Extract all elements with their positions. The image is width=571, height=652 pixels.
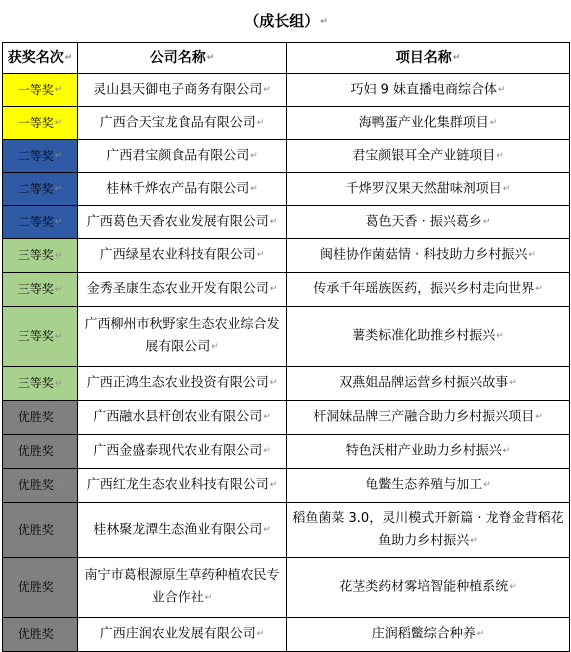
paragraph-mark-icon: ↵ xyxy=(250,150,258,161)
cell-text: 灵山县天御电子商务有限公司 xyxy=(93,82,263,98)
company-cell xyxy=(78,469,287,503)
company-cell xyxy=(78,239,287,273)
cell-text: 优胜奖 xyxy=(17,580,54,595)
rank-cell xyxy=(3,401,78,435)
project-cell xyxy=(287,173,570,206)
paragraph-mark-icon: ↵ xyxy=(54,582,63,593)
paragraph-mark-icon: ↵ xyxy=(54,217,63,228)
company-cell xyxy=(78,435,287,469)
company-cell xyxy=(78,367,287,401)
cell-text: 海鸭蛋产业化集群项目 xyxy=(358,115,489,131)
paragraph-mark-icon: ↵ xyxy=(528,250,536,261)
cell-text: 闽桂协作菌菇情 · 科技助力乡村振兴 xyxy=(320,247,528,263)
cell-text: 广西绿星农业科技有限公司 xyxy=(99,247,256,263)
cell-text: 龟鳖生态养殖与加工 xyxy=(365,477,483,493)
cell-text: 庄润稻鳖综合种养 xyxy=(371,626,476,642)
paragraph-mark-icon: ↵ xyxy=(54,151,63,162)
project-cell xyxy=(287,435,570,469)
cell-text: 花茎类药材雾培智能种植系统 xyxy=(339,579,509,595)
paragraph-mark-icon: ↵ xyxy=(206,53,215,63)
cell-text: 优胜奖 xyxy=(17,627,54,642)
cell-text: 优胜奖 xyxy=(17,522,54,537)
paragraph-mark-icon: ↵ xyxy=(470,535,478,546)
cell-text: 特色沃柑产业助力乡村振兴 xyxy=(345,443,502,459)
cell-text: 桂林聚龙潭生态渔业有限公司 xyxy=(93,522,263,538)
paragraph-mark-icon: ↵ xyxy=(498,84,506,95)
paragraph-mark-icon: ↵ xyxy=(535,284,543,295)
paragraph-mark-icon: ↵ xyxy=(269,284,278,295)
cell-text: 广西融水县杆创农业有限公司 xyxy=(93,409,263,425)
table-row xyxy=(3,273,570,307)
paragraph-mark-icon: ↵ xyxy=(250,183,258,194)
rank-cell xyxy=(3,558,78,618)
header-project xyxy=(287,43,570,74)
paragraph-mark-icon: ↵ xyxy=(509,378,517,389)
paragraph-mark-icon: ↵ xyxy=(204,593,213,604)
paragraph-mark-icon: ↵ xyxy=(54,284,63,295)
paragraph-mark-icon: ↵ xyxy=(269,216,278,227)
project-cell xyxy=(287,140,570,173)
paragraph-mark-icon: ↵ xyxy=(54,331,63,342)
table-title xyxy=(3,1,570,43)
rank-cell xyxy=(3,239,78,273)
project-cell xyxy=(287,74,570,107)
table-row xyxy=(3,401,570,435)
cell-text: 广西红龙生态农业科技有限公司 xyxy=(86,477,269,493)
company-cell xyxy=(78,74,287,107)
cell-text: 广西庄润农业发展有限公司 xyxy=(99,626,256,642)
cell-text: 三等奖 xyxy=(17,248,54,263)
company-cell xyxy=(78,206,287,239)
cell-text: 广西正鸿生态农业投资有限公司 xyxy=(86,375,269,391)
paragraph-mark-icon: ↵ xyxy=(54,184,63,195)
paragraph-mark-icon: ↵ xyxy=(54,446,63,457)
paragraph-mark-icon: ↵ xyxy=(502,183,511,194)
award-table xyxy=(2,1,570,652)
table-row xyxy=(3,239,570,273)
paragraph-mark-icon: ↵ xyxy=(482,216,491,227)
table-row xyxy=(3,140,570,173)
paragraph-mark-icon: ↵ xyxy=(54,525,63,536)
company-cell xyxy=(78,173,287,206)
project-cell xyxy=(287,469,570,503)
rank-cell xyxy=(3,503,78,558)
company-cell xyxy=(78,503,287,558)
table-row xyxy=(3,558,570,618)
company-cell xyxy=(78,273,287,307)
paragraph-mark-icon: ↵ xyxy=(489,117,498,128)
paragraph-mark-icon: ↵ xyxy=(54,118,63,129)
cell-text: 杆洞妹品牌三产融合助力乡村振兴项目 xyxy=(313,409,535,425)
paragraph-mark-icon: ↵ xyxy=(269,480,278,491)
company-cell xyxy=(78,618,287,652)
cell-text: 二等奖 xyxy=(17,214,54,229)
paragraph-mark-icon: ↵ xyxy=(211,342,219,353)
company-cell xyxy=(78,140,287,173)
rank-cell xyxy=(3,469,78,503)
header-company xyxy=(78,43,287,74)
cell-text: 双燕姐品牌运营乡村振兴故事 xyxy=(339,375,509,391)
project-cell xyxy=(287,273,570,307)
paragraph-mark-icon: ↵ xyxy=(54,412,63,423)
table-row xyxy=(3,367,570,401)
table-row xyxy=(3,618,570,652)
table-row xyxy=(3,107,570,140)
cell-text: 二等奖 xyxy=(17,181,54,196)
cell-text: 广西柳州市秋野家生态农业综合发展有限公司 xyxy=(84,317,280,355)
company-cell xyxy=(78,401,287,435)
paragraph-mark-icon: ↵ xyxy=(54,378,63,389)
company-cell xyxy=(78,307,287,367)
cell-text: （成长组） xyxy=(244,12,320,31)
cell-text: 传承千年瑶族医药，振兴乡村走向世界 xyxy=(313,281,535,297)
paragraph-mark-icon: ↵ xyxy=(502,446,511,457)
project-cell xyxy=(287,618,570,652)
cell-text: 广西葛色天香农业发展有限公司 xyxy=(86,214,269,230)
cell-text: 获奖名次 xyxy=(7,50,64,66)
rank-cell xyxy=(3,367,78,401)
header-row xyxy=(3,43,570,74)
cell-text: 巧妇 9 妹直播电商综合体 xyxy=(350,82,497,98)
company-cell xyxy=(78,107,287,140)
cell-text: 二等奖 xyxy=(17,148,54,163)
company-cell xyxy=(78,558,287,618)
cell-text: 君宝颜银耳全产业链项目 xyxy=(352,148,496,164)
rank-cell xyxy=(3,74,78,107)
paragraph-mark-icon: ↵ xyxy=(256,117,265,128)
rank-cell xyxy=(3,107,78,140)
cell-text: 一等奖 xyxy=(17,115,54,130)
paragraph-mark-icon: ↵ xyxy=(263,412,271,423)
paragraph-mark-icon: ↵ xyxy=(496,331,504,342)
project-cell xyxy=(287,107,570,140)
paragraph-mark-icon: ↵ xyxy=(496,150,504,161)
table-row xyxy=(3,307,570,367)
paragraph-mark-icon: ↵ xyxy=(54,85,63,96)
table-row xyxy=(3,435,570,469)
paragraph-mark-icon: ↵ xyxy=(535,412,543,423)
cell-text: 稻鱼菌菜 3.0，灵川模式开新篇 · 龙脊金背稻花鱼助力乡村振兴 xyxy=(292,510,564,549)
paragraph-mark-icon: ↵ xyxy=(263,84,271,95)
rank-cell xyxy=(3,173,78,206)
paragraph-mark-icon: ↵ xyxy=(509,582,517,593)
rank-cell xyxy=(3,140,78,173)
cell-text: 优胜奖 xyxy=(17,410,54,425)
cell-text: 薯类标准化助推乡村振兴 xyxy=(352,328,496,344)
table-row xyxy=(3,469,570,503)
cell-text: 三等奖 xyxy=(17,376,54,391)
cell-text: 项目名称 xyxy=(395,50,452,66)
cell-text: 三等奖 xyxy=(17,282,54,297)
paragraph-mark-icon: ↵ xyxy=(452,53,461,63)
rank-cell xyxy=(3,307,78,367)
cell-text: 公司名称 xyxy=(149,50,206,66)
paragraph-mark-icon: ↵ xyxy=(483,480,491,491)
project-cell xyxy=(287,367,570,401)
paragraph-mark-icon: ↵ xyxy=(263,524,271,535)
cell-text: 广西金盛泰现代农业有限公司 xyxy=(93,443,263,459)
cell-text: 广西合天宝龙食品有限公司 xyxy=(99,115,256,131)
project-cell xyxy=(287,558,570,618)
cell-text: 千烨罗汉果天然甜味剂项目 xyxy=(345,181,502,197)
project-cell xyxy=(287,503,570,558)
project-cell xyxy=(287,401,570,435)
paragraph-mark-icon: ↵ xyxy=(256,629,265,640)
cell-text: 广西君宝颜食品有限公司 xyxy=(106,148,250,164)
cell-text: 桂林千烨农产品有限公司 xyxy=(106,181,250,197)
table-row xyxy=(3,503,570,558)
cell-text: 优胜奖 xyxy=(17,444,54,459)
table-row xyxy=(3,173,570,206)
cell-text: 金秀圣康生态农业开发有限公司 xyxy=(86,281,269,297)
cell-text: 南宁市葛根源原生草药种植农民专业合作社 xyxy=(84,568,280,606)
paragraph-mark-icon: ↵ xyxy=(54,250,63,261)
paragraph-mark-icon: ↵ xyxy=(269,378,278,389)
project-cell xyxy=(287,307,570,367)
paragraph-mark-icon: ↵ xyxy=(476,629,485,640)
paragraph-mark-icon: ↵ xyxy=(256,250,265,261)
rank-cell xyxy=(3,206,78,239)
table-row xyxy=(3,206,570,239)
project-cell xyxy=(287,206,570,239)
paragraph-mark-icon: ↵ xyxy=(263,446,271,457)
rank-cell xyxy=(3,618,78,652)
paragraph-mark-icon: ↵ xyxy=(64,53,73,63)
table-row xyxy=(3,74,570,107)
project-cell xyxy=(287,239,570,273)
cell-text: 优胜奖 xyxy=(17,478,54,493)
paragraph-mark-icon: ↵ xyxy=(54,480,63,491)
paragraph-mark-icon: ↵ xyxy=(54,629,63,640)
rank-cell xyxy=(3,435,78,469)
title-row xyxy=(3,1,570,43)
cell-text: 葛色天香 · 振兴葛乡 xyxy=(365,214,482,230)
header-rank xyxy=(3,43,78,74)
cell-text: 三等奖 xyxy=(17,329,54,344)
cell-text: 一等奖 xyxy=(17,82,54,97)
rank-cell xyxy=(3,273,78,307)
paragraph-mark-icon: ↵ xyxy=(320,16,328,27)
